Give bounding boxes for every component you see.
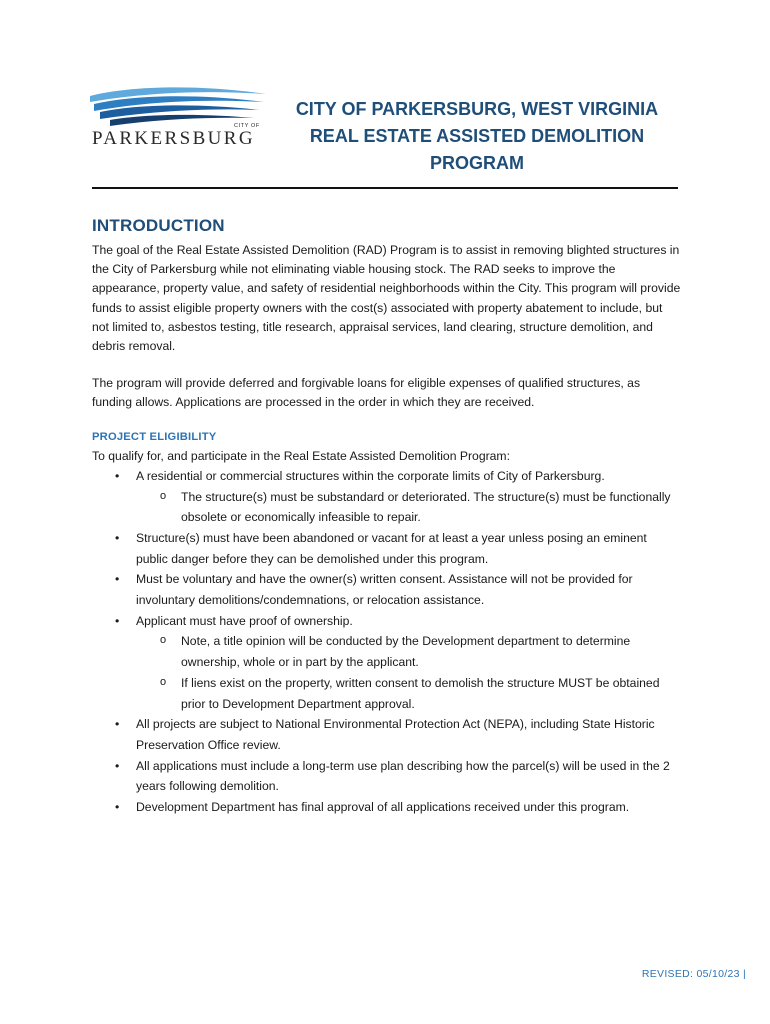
document-body	[92, 216, 682, 818]
title-line-3: PROGRAM	[430, 153, 524, 173]
list-item: • Development Department has final approval of all applications received under this program.	[92, 797, 682, 818]
revision-footer: REVISED: 05/10/23 |	[641, 968, 746, 980]
sub-list-item: o The structure(s) must be substandard or deteriorated. The structure(s) must be functionally obsolete or economically infeasible to repair.	[92, 487, 682, 528]
sub-list-item: o If liens exist on the property, written consent to demolish the structure MUST be obtained prior to Development Department approval.	[92, 673, 682, 714]
introduction-paragraph-2: The program will provide deferred and forgivable loans for eligible expenses of qualified structures, as funding allows. Applications are processed in the order in which they are received.	[92, 376, 641, 410]
list-item: • Must be voluntary and have the owner(s) written consent. Assistance will not be provided for involuntary demolitions/condemnations, or relocation assistance.	[92, 569, 682, 610]
parkersburg-logo	[88, 84, 268, 154]
eligibility-list	[92, 466, 682, 818]
list-item: • All projects are subject to National Environmental Protection Act (NEPA), including State Historic Preservation Office review.	[92, 714, 682, 755]
introduction-paragraph-1: The goal of the Real Estate Assisted Demolition (RAD) Program is to assist in removing blighted structures in the City of Parkersburg while not eliminating viable housing stock. The RAD seeks to improve the appearance, property value, and safety of residential neighborhoods within the City. This program will provide funds to assist eligible property owners with the cost(s) associated with property abatement to include, but not limited to, asbestos testing, title research, appraisal services, land clearing, structure demolition, and debris removal.	[92, 243, 681, 354]
list-item: • Structure(s) must have been abandoned or vacant for at least a year unless posing an eminent public danger before they can be demolished under this program.	[92, 528, 682, 569]
document-title	[276, 96, 678, 177]
eligibility-heading: PROJECT ELIGIBILITY	[92, 430, 217, 443]
title-line-1: CITY OF PARKERSBURG, WEST VIRGINIA	[295, 99, 659, 119]
logo-wordmark: PARKERSBURG	[92, 128, 255, 149]
title-line-2: REAL ESTATE ASSISTED DEMOLITION	[309, 126, 645, 146]
sub-list-item: o Note, a title opinion will be conducted by the Development department to determine ownership, whole or in part by the applicant.	[92, 631, 682, 672]
eligibility-intro: To qualify for, and participate in the Real Estate Assisted Demolition Program:	[92, 448, 510, 463]
introduction-heading: INTRODUCTION	[92, 216, 225, 235]
list-item: • Applicant must have proof of ownership.	[92, 611, 682, 632]
header-divider	[92, 187, 678, 189]
list-item: • All applications must include a long-term use plan describing how the parcel(s) will be used in the 2 years following demolition.	[92, 756, 682, 797]
logo-city-of: CITY OF	[234, 123, 260, 129]
list-item: • A residential or commercial structures within the corporate limits of City of Parkersburg.	[92, 466, 682, 487]
